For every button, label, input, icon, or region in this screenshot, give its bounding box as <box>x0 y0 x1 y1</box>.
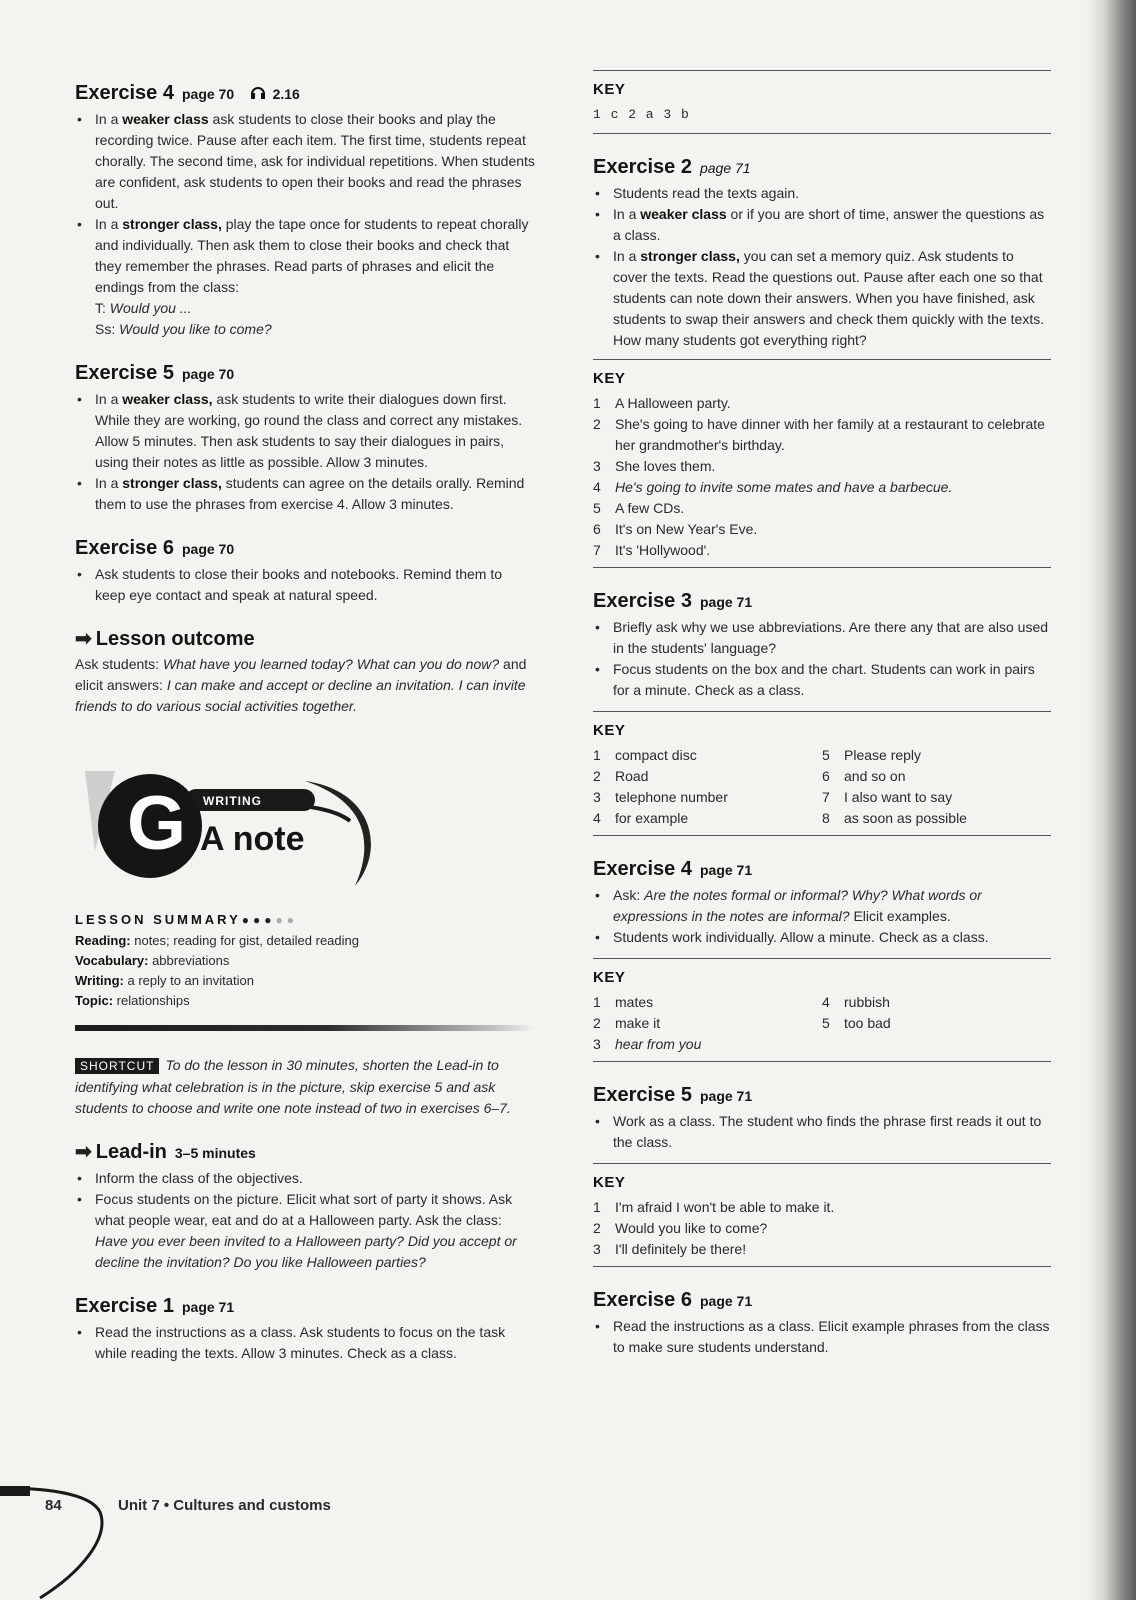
key-heading: KEY <box>593 81 626 98</box>
bullet-item: • In a weaker class or if you are short of time, answer the questions as a class. <box>593 204 1051 246</box>
bullet-item: • Read the instructions as a class. Ask students to focus on the task while reading the texts. Allow 3 minutes. Check as a class. <box>75 1322 535 1364</box>
key-rule-bottom <box>593 1266 1051 1267</box>
exercise-heading: Exercise 3 page 71 <box>593 590 753 612</box>
lesson-summary <box>75 909 535 1031</box>
key-rule-top <box>593 711 1051 712</box>
key-item: 5 A few CDs. <box>593 500 685 516</box>
bullet-item: • Work as a class. The student who finds the phrase first reads it out to the class. <box>593 1111 1051 1153</box>
exercise-4-right-section <box>593 856 1051 1062</box>
lead-in-heading: ➡ Lead-in 3–5 minutes <box>75 1141 256 1163</box>
key-item: 8 as soon as possible <box>822 810 967 826</box>
key-rule-top <box>593 1163 1051 1164</box>
arrow-right-icon: ➡ <box>75 628 92 650</box>
exercise-6-right-section <box>593 1287 1051 1358</box>
lesson-letter: G <box>127 781 187 866</box>
key-item: 1 compact disc <box>593 747 697 763</box>
shortcut-note: SHORTCUT To do the lesson in 30 minutes, shorten the Lead-in to identifying what celebration is in the picture, skip exercise 5 and ask students to choose and write one note instead of two in exercises 6–7. <box>75 1057 511 1116</box>
key-rule-top <box>593 958 1051 959</box>
key-heading: KEY <box>593 969 626 986</box>
key-item: 2 Road <box>593 768 649 784</box>
lesson-outcome-text: Ask students: What have you learned today? What can you do now? and elicit answers: I can make and accept or decline an invitation. I can invite friends to do various social activities together. <box>75 656 527 714</box>
bullet-item: • Focus students on the picture. Elicit what sort of party it shows. Ask what people wear, eat and do at a Halloween party. Ask the class: Have you ever been invited to a Halloween party? Did you accept or decline the invitation? Do you like Halloween parties? <box>75 1189 535 1273</box>
bullet-item: • Ask students to close their books and notebooks. Remind them to keep eye contact and speak at natural speed. <box>75 564 535 606</box>
key-item: 1 mates <box>593 994 654 1010</box>
exercise-heading: Exercise 5 page 70 <box>75 362 235 384</box>
summary-topic: Topic: relationships <box>75 993 190 1008</box>
key-item: 3 hear from you <box>593 1036 702 1052</box>
exercise-heading: Exercise 5 page 71 <box>593 1084 753 1106</box>
key-list <box>593 393 1051 561</box>
lesson-title: A note <box>200 820 305 858</box>
key-item: 5 Please reply <box>822 747 922 763</box>
key-list <box>593 1197 1051 1260</box>
bullet-item: • Students work individually. Allow a minute. Check as a class. <box>593 927 1051 948</box>
dialogue-students: Ss: Would you like to come? <box>95 321 272 337</box>
arrow-right-icon: ➡ <box>75 1141 92 1163</box>
lesson-type-tag: WRITING <box>203 794 262 808</box>
bullet-item: • In a stronger class, you can set a memory quiz. Ask students to cover the texts. Read the questions out. Pause after each one so that students can note down their answers. When you have finished, ask students to swap their answers and check them quickly with the texts. How many students got everything right? <box>593 246 1051 351</box>
summary-writing: Writing: a reply to an invitation <box>75 973 254 988</box>
writing-lesson-logo <box>75 761 535 891</box>
exercise-heading: Exercise 2 page 71 <box>593 156 751 178</box>
headphones-icon <box>250 86 270 102</box>
exercise-5-section <box>75 360 535 515</box>
key-item: 2 Would you like to come? <box>593 1220 768 1236</box>
exercise-1-section <box>75 1293 535 1364</box>
unit-title: Unit 7 • Cultures and customs <box>118 1497 331 1514</box>
exercise-4-section <box>75 80 535 340</box>
bullet-item: • Read the instructions as a class. Elicit example phrases from the class to make sure students understand. <box>593 1316 1051 1358</box>
key-item: 3 telephone number <box>593 789 728 805</box>
key-item: 4 He's going to invite some mates and have a barbecue. <box>593 479 953 495</box>
key-rule-bottom <box>593 835 1051 836</box>
key-two-column <box>593 745 1051 829</box>
key-answers: 1 c 2 a 3 b <box>593 107 690 122</box>
bullet-item: • Focus students on the box and the chart. Students can work in pairs for a minute. Check as a class. <box>593 659 1051 701</box>
key-item: 3 She loves them. <box>593 458 716 474</box>
left-column <box>75 80 535 1384</box>
lesson-summary-heading: LESSON SUMMARY●●●●● <box>75 912 297 927</box>
lesson-outcome-section <box>75 626 535 717</box>
key-item: 2 She's going to have dinner with her family at a restaurant to celebrate her grandmother's birthday. <box>593 416 1045 453</box>
bullet-item: • In a stronger class, play the tape once for students to repeat chorally and individually. Then ask them to close their books and check that they remember the phrases. Read parts of phrases and elicit the endings from the class: T: Would you ... Ss: Would you like to come? <box>75 214 535 340</box>
key-item: 5 too bad <box>822 1015 891 1031</box>
key-item: 1 A Halloween party. <box>593 395 731 411</box>
key-item: 4 for example <box>593 810 689 826</box>
exercise-2-section <box>593 154 1051 568</box>
exercise-heading: Exercise 6 page 71 <box>593 1289 753 1311</box>
exercise-heading: Exercise 4 page 71 <box>593 858 753 880</box>
right-column <box>593 70 1051 1378</box>
key-item: 2 make it <box>593 1015 661 1031</box>
shortcut-badge: SHORTCUT <box>75 1058 159 1074</box>
book-spine-shadow <box>1086 0 1136 1600</box>
key-item: 6 and so on <box>822 768 906 784</box>
key-item: 7 It's 'Hollywood'. <box>593 542 711 558</box>
bullet-item: • Ask: Are the notes formal or informal? Why? What words or expressions in the notes are informal? Elicit examples. <box>593 885 1051 927</box>
key-heading: KEY <box>593 722 626 739</box>
exercise-6-section <box>75 535 535 606</box>
lead-in-section <box>75 1139 535 1273</box>
bullet-item: • Briefly ask why we use abbreviations. Are there any that are also used in the students' language? <box>593 617 1051 659</box>
key-item: 6 It's on New Year's Eve. <box>593 521 758 537</box>
key-rule-bottom <box>593 1061 1051 1062</box>
key-two-column <box>593 992 1051 1055</box>
exercise-heading: Exercise 6 page 70 <box>75 537 235 559</box>
key-heading: KEY <box>593 1174 626 1191</box>
audio-track: 2.16 <box>272 86 300 102</box>
exercise-heading: Exercise 1 page 71 <box>75 1295 235 1317</box>
bullet-item: • Inform the class of the objectives. <box>75 1168 535 1189</box>
key-rule-top <box>593 70 1051 71</box>
bullet-item: • In a weaker class, ask students to write their dialogues down first. While they are working, go round the class and correct any mistakes. Allow 5 minutes. Then ask students to say their dialogues in pairs, using their notes as little as possible. Allow 3 minutes. <box>75 389 535 473</box>
dialogue-teacher: T: Would you ... <box>95 300 192 316</box>
key-rule-top <box>593 359 1051 360</box>
bullet-item: • Students read the texts again. <box>593 183 1051 204</box>
key-rule-bottom <box>593 567 1051 568</box>
exercise-3-section <box>593 588 1051 836</box>
key-item: 7 I also want to say <box>822 789 953 805</box>
key-item: 1 I'm afraid I won't be able to make it. <box>593 1199 835 1215</box>
summary-vocabulary: Vocabulary: abbreviations <box>75 953 230 968</box>
page-number: 84 <box>45 1497 62 1514</box>
key-item: 4 rubbish <box>822 994 890 1010</box>
summary-reading: Reading: notes; reading for gist, detailed reading <box>75 933 359 948</box>
bullet-item: • In a stronger class, students can agree on the details orally. Remind them to use the phrases from exercise 4. Allow 3 minutes. <box>75 473 535 515</box>
difficulty-dots-icon: ●●●●● <box>241 913 297 927</box>
key-rule-bottom <box>593 133 1051 134</box>
key-item: 3 I'll definitely be there! <box>593 1241 747 1257</box>
lesson-outcome-heading: ➡ Lesson outcome <box>75 628 255 650</box>
bullet-item: • In a weaker class ask students to close their books and play the recording twice. Pause after each item. The first time, students repeat chorally. The second time, ask for individual repetitions. When students are confident, ask students to open their books and read the phrases out. <box>75 109 535 214</box>
exercise-heading: Exercise 4 page 70 2.16 <box>75 82 300 104</box>
summary-divider <box>75 1025 535 1031</box>
exercise-5-right-section <box>593 1082 1051 1267</box>
key-heading: KEY <box>593 370 626 387</box>
